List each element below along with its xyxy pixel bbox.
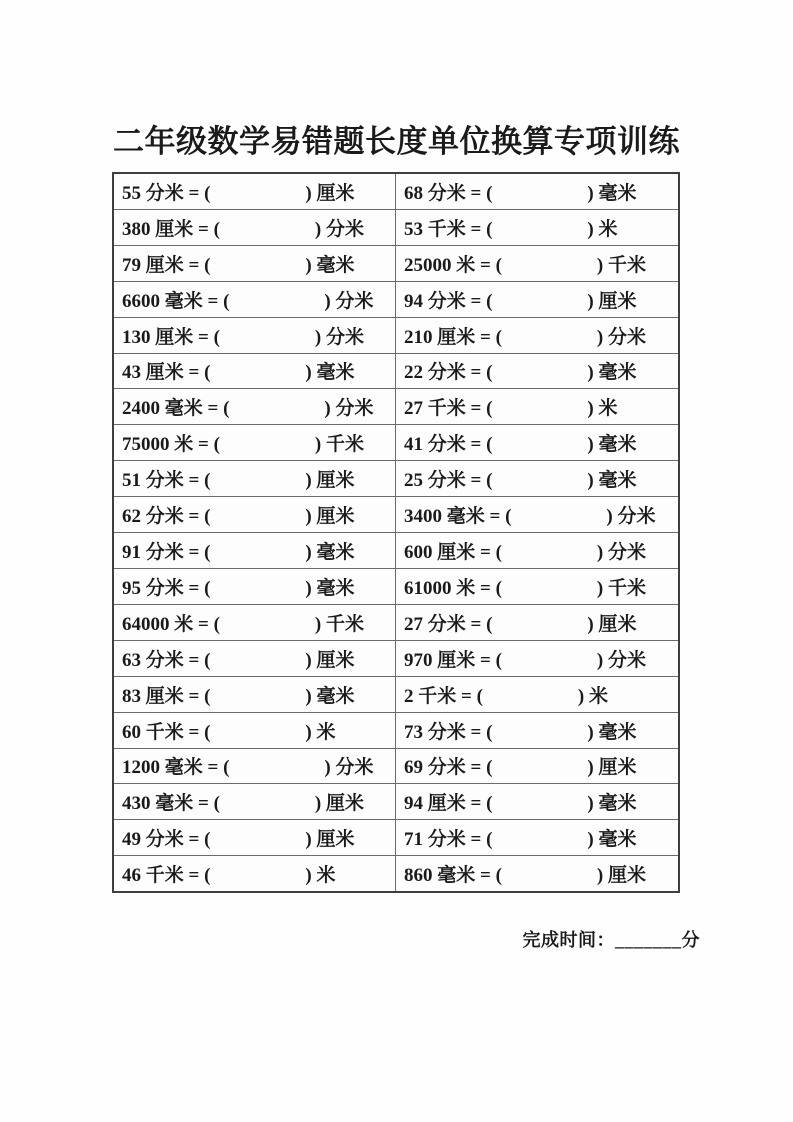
problem-unit: ) 毫米 (587, 793, 637, 815)
problem-unit: ) 厘米 (305, 470, 355, 492)
answer-blank (210, 550, 305, 551)
problem-unit: ) 米 (305, 865, 336, 887)
problem-unit: ) 厘米 (596, 865, 646, 887)
problem-text: 970 厘米 = ( (404, 649, 502, 671)
answer-blank (483, 694, 578, 695)
answer-blank (492, 406, 587, 407)
problem-cell-left (114, 533, 396, 568)
problem-cell-right (396, 354, 678, 389)
table-row (114, 425, 678, 461)
problem-unit: ) 毫米 (305, 362, 355, 384)
problem-text: 68 分米 = ( (404, 182, 493, 204)
problem-text: 49 分米 = ( (122, 829, 211, 851)
problem-cell-left (114, 713, 396, 748)
problem-unit: ) 分米 (596, 326, 646, 348)
table-row (114, 354, 678, 390)
answer-blank (492, 622, 587, 623)
answer-blank (229, 765, 324, 766)
table-row (114, 461, 678, 497)
answer-blank (210, 658, 305, 659)
problem-text: 60 千米 = ( (122, 721, 211, 743)
problem-cell-right (396, 569, 678, 604)
problem-unit: ) 分米 (324, 757, 374, 779)
table-row (114, 282, 678, 318)
problem-unit: ) 厘米 (587, 757, 637, 779)
table-row (114, 784, 678, 820)
problem-text: 2 千米 = ( (404, 685, 483, 707)
table-row (114, 605, 678, 641)
answer-blank (502, 658, 597, 659)
answer-blank (210, 370, 305, 371)
answer-blank (229, 406, 324, 407)
problem-text: 46 千米 = ( (122, 865, 211, 887)
answer-blank (220, 801, 315, 802)
problem-text: 94 厘米 = ( (404, 793, 493, 815)
answer-blank (210, 730, 305, 731)
problem-cell-right (396, 389, 678, 424)
problem-text: 860 毫米 = ( (404, 865, 502, 887)
problem-cell-left (114, 354, 396, 389)
answer-blank (492, 191, 587, 192)
problem-unit: ) 毫米 (587, 829, 637, 851)
problem-cell-left (114, 246, 396, 281)
answer-blank (502, 586, 597, 587)
problem-cell-right (396, 820, 678, 855)
problem-cell-right (396, 605, 678, 640)
problem-unit: ) 米 (305, 721, 336, 743)
table-row (114, 174, 678, 210)
problem-cell-right (396, 533, 678, 568)
problem-cell-right (396, 246, 678, 281)
table-row (114, 677, 678, 713)
problem-text: 25 分米 = ( (404, 470, 493, 492)
table-row (114, 210, 678, 246)
problem-text: 53 千米 = ( (404, 218, 493, 240)
problem-text: 51 分米 = ( (122, 470, 211, 492)
problem-text: 75000 米 = ( (122, 434, 220, 456)
problem-unit: ) 厘米 (305, 829, 355, 851)
problem-unit: ) 米 (587, 218, 618, 240)
problem-text: 69 分米 = ( (404, 757, 493, 779)
table-row (114, 246, 678, 282)
problem-text: 430 毫米 = ( (122, 793, 220, 815)
problem-text: 94 分米 = ( (404, 290, 493, 312)
problem-cell-right (396, 461, 678, 496)
answer-blank (220, 622, 315, 623)
answer-blank (210, 873, 305, 874)
problem-cell-left (114, 282, 396, 317)
problem-cell-left (114, 425, 396, 460)
problem-unit: ) 厘米 (305, 506, 355, 528)
answer-blank (492, 299, 587, 300)
problem-cell-left (114, 784, 396, 819)
problem-cell-right (396, 174, 678, 209)
problem-cell-right (396, 749, 678, 784)
problem-text: 91 分米 = ( (122, 542, 211, 564)
answer-blank (220, 335, 315, 336)
answer-blank (502, 550, 597, 551)
problem-cell-left (114, 461, 396, 496)
problem-text: 73 分米 = ( (404, 721, 493, 743)
problem-unit: ) 分米 (606, 506, 656, 528)
problem-unit: ) 厘米 (305, 649, 355, 671)
problem-cell-left (114, 389, 396, 424)
problem-text: 600 厘米 = ( (404, 542, 502, 564)
problem-unit: ) 分米 (324, 290, 374, 312)
problem-cell-left (114, 174, 396, 209)
problem-cell-right (396, 210, 678, 245)
answer-blank (210, 263, 305, 264)
problem-text: 210 厘米 = ( (404, 326, 502, 348)
problem-unit: ) 分米 (314, 218, 364, 240)
problem-unit: ) 分米 (324, 398, 374, 420)
problem-text: 380 厘米 = ( (122, 218, 220, 240)
problem-cell-left (114, 820, 396, 855)
problem-unit: ) 厘米 (587, 613, 637, 635)
table-row (114, 641, 678, 677)
problem-cell-left (114, 677, 396, 712)
problem-text: 6600 毫米 = ( (122, 290, 230, 312)
problem-cell-right (396, 677, 678, 712)
problem-unit: ) 千米 (314, 434, 364, 456)
answer-blank (492, 370, 587, 371)
problem-cell-left (114, 605, 396, 640)
problem-text: 62 分米 = ( (122, 506, 211, 528)
problem-text: 63 分米 = ( (122, 649, 211, 671)
problem-unit: ) 毫米 (587, 721, 637, 743)
table-row (114, 389, 678, 425)
problem-cell-right (396, 318, 678, 353)
table-row (114, 497, 678, 533)
answer-blank (492, 442, 587, 443)
problem-unit: ) 毫米 (305, 685, 355, 707)
problem-text: 71 分米 = ( (404, 829, 493, 851)
answer-blank (210, 694, 305, 695)
problem-unit: ) 米 (577, 685, 608, 707)
problem-cell-right (396, 282, 678, 317)
problem-text: 3400 毫米 = ( (404, 506, 512, 528)
problem-unit: ) 厘米 (587, 290, 637, 312)
problem-unit: ) 千米 (596, 577, 646, 599)
table-row (114, 820, 678, 856)
table-row (114, 318, 678, 354)
problem-text: 27 分米 = ( (404, 613, 493, 635)
problem-unit: ) 毫米 (587, 470, 637, 492)
problem-text: 43 厘米 = ( (122, 362, 211, 384)
answer-blank (210, 191, 305, 192)
table-row (114, 856, 678, 891)
answer-blank (492, 478, 587, 479)
problem-unit: ) 毫米 (587, 182, 637, 204)
problem-unit: ) 分米 (596, 649, 646, 671)
answer-blank (511, 514, 606, 515)
problem-cell-right (396, 856, 678, 891)
problem-cell-left (114, 210, 396, 245)
answer-blank (492, 730, 587, 731)
problem-cell-left (114, 318, 396, 353)
answer-blank (492, 837, 587, 838)
answer-blank (210, 478, 305, 479)
problem-cell-left (114, 569, 396, 604)
problem-unit: ) 毫米 (587, 362, 637, 384)
problem-cell-right (396, 641, 678, 676)
problem-unit: ) 毫米 (305, 542, 355, 564)
conversion-table (112, 172, 680, 893)
answer-blank (492, 801, 587, 802)
problem-text: 130 厘米 = ( (122, 326, 220, 348)
problem-unit: ) 分米 (596, 542, 646, 564)
problem-cell-right (396, 497, 678, 532)
answer-blank (220, 227, 315, 228)
problem-unit: ) 毫米 (587, 434, 637, 456)
problem-cell-left (114, 749, 396, 784)
answer-blank (210, 837, 305, 838)
problem-text: 79 厘米 = ( (122, 254, 211, 276)
table-row (114, 533, 678, 569)
problem-text: 2400 毫米 = ( (122, 398, 230, 420)
problem-text: 95 分米 = ( (122, 577, 211, 599)
problem-cell-left (114, 497, 396, 532)
answer-blank (502, 335, 597, 336)
problem-cell-right (396, 784, 678, 819)
problem-unit: ) 分米 (314, 326, 364, 348)
answer-blank (492, 765, 587, 766)
problem-cell-right (396, 425, 678, 460)
problem-cell-left (114, 641, 396, 676)
problem-text: 41 分米 = ( (404, 434, 493, 456)
page-title: 二年级数学易错题长度单位换算专项训练 (113, 124, 680, 159)
answer-blank (502, 263, 597, 264)
problem-text: 27 千米 = ( (404, 398, 493, 420)
answer-blank (210, 586, 305, 587)
problem-unit: ) 千米 (596, 254, 646, 276)
table-row (114, 749, 678, 785)
answer-blank (229, 299, 324, 300)
problem-text: 22 分米 = ( (404, 362, 493, 384)
answer-blank (210, 514, 305, 515)
problem-text: 61000 米 = ( (404, 577, 502, 599)
problem-unit: ) 毫米 (305, 254, 355, 276)
problem-text: 83 厘米 = ( (122, 685, 211, 707)
problem-unit: ) 千米 (314, 613, 364, 635)
problem-text: 55 分米 = ( (122, 182, 211, 204)
problem-text: 1200 毫米 = ( (122, 757, 230, 779)
problem-text: 64000 米 = ( (122, 613, 220, 635)
answer-blank (502, 873, 597, 874)
problem-text: 25000 米 = ( (404, 254, 502, 276)
problem-unit: ) 厘米 (314, 793, 364, 815)
problem-unit: ) 米 (587, 398, 618, 420)
answer-blank (492, 227, 587, 228)
problem-cell-right (396, 713, 678, 748)
problem-cell-left (114, 856, 396, 891)
problem-unit: ) 毫米 (305, 577, 355, 599)
answer-blank (220, 442, 315, 443)
table-row (114, 569, 678, 605)
problem-unit: ) 厘米 (305, 182, 355, 204)
table-row (114, 713, 678, 749)
completion-time-footer: 完成时间：_______分 (522, 930, 700, 950)
